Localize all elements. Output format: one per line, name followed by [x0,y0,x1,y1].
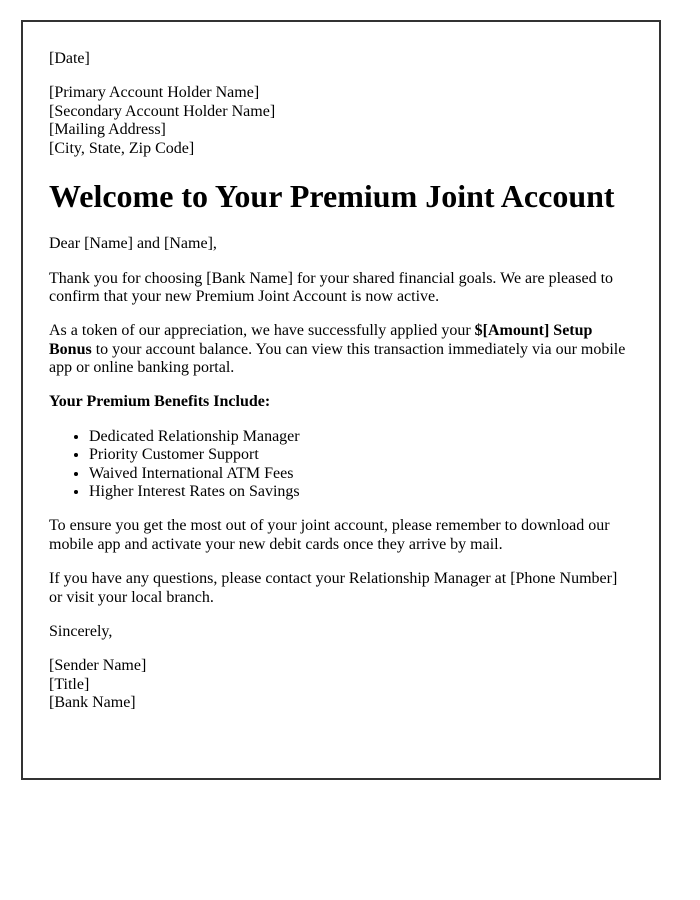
benefit-item-customer-support: • Priority Customer Support [89,446,633,464]
signature-block [49,657,633,712]
setup-bonus-bold-text: $[Amount] Setup Bonus [49,322,593,358]
letter-page [21,20,661,780]
app-reminder-paragraph: To ensure you get the most out of your joint account, please remember to download our mobile app and activate your new debit cards once they arrive by mail. [49,517,610,553]
benefits-list [49,428,633,502]
benefits-heading: Your Premium Benefits Include: [49,393,271,411]
recipient-line-primary: [Primary Account Holder Name] [49,84,260,102]
benefit-item-interest-rates: • Higher Interest Rates on Savings [89,483,633,501]
salutation: Dear [Name] and [Name], [49,235,217,253]
date-line: [Date] [49,50,90,67]
letter-heading: Welcome to Your Premium Joint Account [49,177,615,214]
benefit-item-relationship-manager: • Dedicated Relationship Manager [89,428,633,446]
signature-sender-name: [Sender Name] [49,657,147,675]
benefit-item-atm-fees: • Waived International ATM Fees [89,465,633,483]
signature-bank-name: [Bank Name] [49,694,136,712]
recipient-line-secondary: [Secondary Account Holder Name] [49,102,276,120]
bonus-paragraph-post: to your account balance. You can view this transaction immediately via our mobile app or online banking portal. [49,340,626,377]
recipient-line-address: [Mailing Address] [49,121,166,139]
recipient-block [49,84,633,158]
closing: Sincerely, [49,623,113,640]
contact-paragraph: If you have any questions, please contact your Relationship Manager at [Phone Number] or visit your local branch. [49,570,618,606]
bonus-paragraph [49,322,633,377]
intro-paragraph: Thank you for choosing [Bank Name] for your shared financial goals. We are pleased to confirm that your new Premium Joint Account is now active. [49,269,614,305]
recipient-line-city-state-zip: [City, State, Zip Code] [49,139,195,157]
signature-title: [Title] [49,675,90,693]
bonus-paragraph-pre: As a token of our appreciation, we have successfully applied your [49,322,475,340]
